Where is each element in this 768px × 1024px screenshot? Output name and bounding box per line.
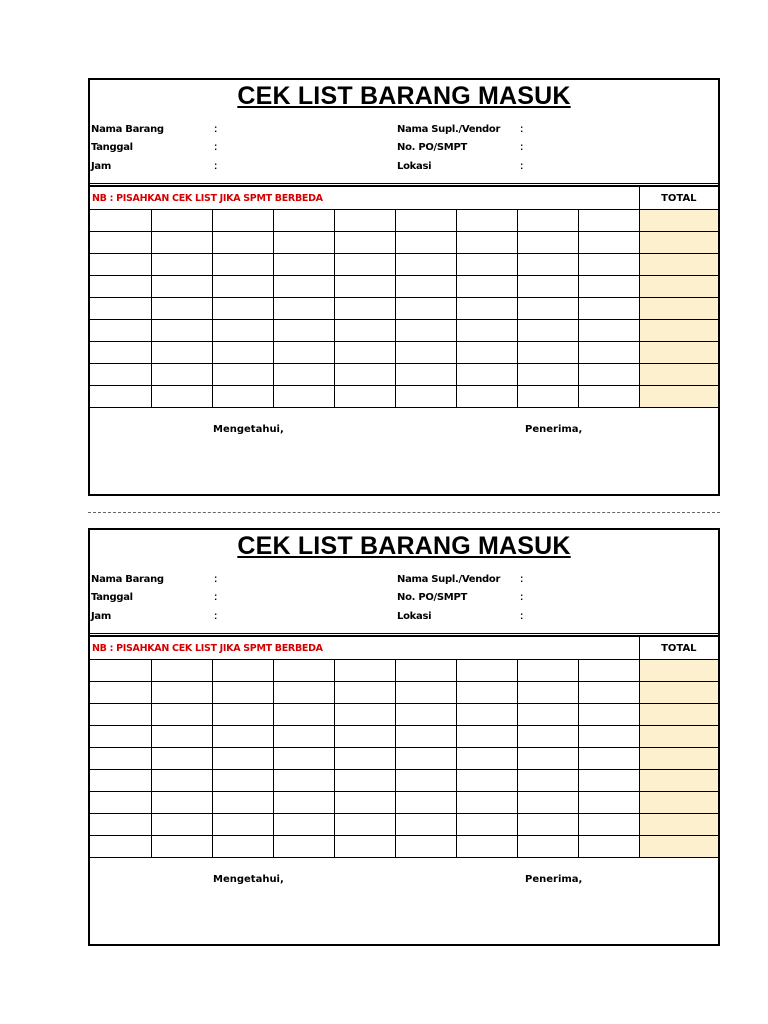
entry-cell[interactable] — [90, 342, 151, 364]
entry-cell[interactable] — [334, 254, 395, 276]
checklist-grid — [90, 186, 718, 408]
field-colon: : — [214, 592, 218, 603]
entry-cell[interactable] — [212, 748, 273, 770]
table-row — [90, 210, 718, 232]
total-cell[interactable] — [639, 320, 718, 342]
entry-cell[interactable] — [212, 704, 273, 726]
entry-cell[interactable] — [212, 342, 273, 364]
entry-cell[interactable] — [90, 792, 151, 814]
entry-cell[interactable] — [517, 792, 578, 814]
entry-cell[interactable] — [517, 770, 578, 792]
table-row — [90, 298, 718, 320]
entry-cell[interactable] — [151, 704, 212, 726]
form-title: CEK LIST BARANG MASUK — [237, 532, 571, 560]
entry-cell[interactable] — [90, 232, 151, 254]
entry-cell[interactable] — [578, 748, 639, 770]
total-cell[interactable] — [639, 792, 718, 814]
entry-cell[interactable] — [90, 254, 151, 276]
entry-cell[interactable] — [578, 320, 639, 342]
entry-cell[interactable] — [334, 386, 395, 408]
table-row — [90, 386, 718, 408]
entry-cell[interactable] — [212, 726, 273, 748]
entry-cell[interactable] — [517, 660, 578, 682]
total-header: TOTAL — [639, 187, 718, 210]
form-title: CEK LIST BARANG MASUK — [237, 82, 571, 110]
field-colon: : — [520, 574, 524, 585]
entry-cell[interactable] — [212, 364, 273, 386]
note-row — [90, 637, 718, 660]
entry-cell[interactable] — [578, 254, 639, 276]
entry-cell[interactable] — [517, 298, 578, 320]
entry-cell[interactable] — [517, 232, 578, 254]
checklist-form-2 — [88, 528, 720, 946]
entry-cell[interactable] — [334, 210, 395, 232]
field-label-left: Nama Barang — [91, 574, 164, 585]
entry-cell[interactable] — [578, 210, 639, 232]
sign-label-mengetahui: Mengetahui, — [213, 874, 284, 885]
entry-cell[interactable] — [578, 726, 639, 748]
field-colon: : — [520, 124, 524, 135]
table-row — [90, 792, 718, 814]
table-row — [90, 682, 718, 704]
entry-cell[interactable] — [517, 682, 578, 704]
entry-cell[interactable] — [517, 254, 578, 276]
entry-cell[interactable] — [273, 342, 334, 364]
field-label-left: Jam — [91, 161, 111, 172]
entry-cell[interactable] — [273, 836, 334, 858]
entry-cell[interactable] — [273, 364, 334, 386]
table-row — [90, 364, 718, 386]
total-cell[interactable] — [639, 386, 718, 408]
entry-cell[interactable] — [517, 726, 578, 748]
table-row — [90, 770, 718, 792]
entry-cell[interactable] — [212, 210, 273, 232]
entry-cell[interactable] — [273, 814, 334, 836]
entry-cell[interactable] — [456, 254, 517, 276]
entry-cell[interactable] — [578, 276, 639, 298]
entry-cell[interactable] — [273, 792, 334, 814]
entry-cell[interactable] — [151, 276, 212, 298]
field-colon: : — [520, 142, 524, 153]
entry-cell[interactable] — [578, 232, 639, 254]
entry-cell[interactable] — [395, 748, 456, 770]
entry-cell[interactable] — [151, 298, 212, 320]
total-cell[interactable] — [639, 836, 718, 858]
entry-cell[interactable] — [212, 320, 273, 342]
entry-cell[interactable] — [334, 682, 395, 704]
entry-cell[interactable] — [578, 792, 639, 814]
entry-cell[interactable] — [395, 682, 456, 704]
total-header: TOTAL — [639, 637, 718, 660]
entry-cell[interactable] — [456, 682, 517, 704]
entry-cell[interactable] — [90, 364, 151, 386]
table-row — [90, 660, 718, 682]
total-cell[interactable] — [639, 814, 718, 836]
entry-cell[interactable] — [151, 770, 212, 792]
entry-cell[interactable] — [334, 342, 395, 364]
entry-cell[interactable] — [212, 682, 273, 704]
entry-cell[interactable] — [90, 726, 151, 748]
table-row — [90, 748, 718, 770]
note-text: NB : PISAHKAN CEK LIST JIKA SPMT BERBEDA — [90, 637, 639, 660]
total-cell[interactable] — [639, 298, 718, 320]
entry-cell[interactable] — [395, 814, 456, 836]
entry-cell[interactable] — [395, 232, 456, 254]
entry-cell[interactable] — [212, 276, 273, 298]
entry-cell[interactable] — [578, 836, 639, 858]
entry-cell[interactable] — [395, 298, 456, 320]
checklist-form-1 — [88, 78, 720, 496]
entry-cell[interactable] — [456, 704, 517, 726]
total-cell[interactable] — [639, 748, 718, 770]
entry-cell[interactable] — [334, 232, 395, 254]
entry-cell[interactable] — [395, 320, 456, 342]
entry-cell[interactable] — [517, 210, 578, 232]
entry-cell[interactable] — [395, 276, 456, 298]
entry-cell[interactable] — [212, 298, 273, 320]
entry-cell[interactable] — [151, 254, 212, 276]
total-cell[interactable] — [639, 210, 718, 232]
total-cell[interactable] — [639, 232, 718, 254]
field-label-right: Nama Supl./Vendor — [397, 574, 501, 585]
entry-cell[interactable] — [273, 210, 334, 232]
entry-cell[interactable] — [395, 254, 456, 276]
entry-cell[interactable] — [90, 386, 151, 408]
table-row — [90, 320, 718, 342]
entry-cell[interactable] — [395, 364, 456, 386]
field-label-right: No. PO/SMPT — [397, 592, 468, 603]
table-row — [90, 814, 718, 836]
field-colon: : — [214, 142, 218, 153]
entry-cell[interactable] — [578, 660, 639, 682]
field-label-right: No. PO/SMPT — [397, 142, 468, 153]
entry-cell[interactable] — [456, 726, 517, 748]
field-label-right: Lokasi — [397, 161, 432, 172]
entry-cell[interactable] — [456, 232, 517, 254]
entry-cell[interactable] — [334, 298, 395, 320]
entry-cell[interactable] — [151, 814, 212, 836]
entry-cell[interactable] — [395, 342, 456, 364]
sign-label-mengetahui: Mengetahui, — [213, 424, 284, 435]
entry-cell[interactable] — [334, 770, 395, 792]
entry-cell[interactable] — [334, 320, 395, 342]
entry-cell[interactable] — [578, 682, 639, 704]
total-cell[interactable] — [639, 770, 718, 792]
entry-cell[interactable] — [517, 342, 578, 364]
entry-cell[interactable] — [151, 726, 212, 748]
entry-cell[interactable] — [456, 386, 517, 408]
entry-cell[interactable] — [273, 704, 334, 726]
entry-cell[interactable] — [334, 814, 395, 836]
entry-cell[interactable] — [90, 770, 151, 792]
entry-cell[interactable] — [212, 660, 273, 682]
field-colon: : — [214, 611, 218, 622]
entry-cell[interactable] — [212, 836, 273, 858]
entry-cell[interactable] — [151, 320, 212, 342]
entry-cell[interactable] — [273, 660, 334, 682]
entry-cell[interactable] — [90, 320, 151, 342]
field-colon: : — [520, 161, 524, 172]
entry-cell[interactable] — [273, 320, 334, 342]
entry-cell[interactable] — [334, 704, 395, 726]
field-label-left: Tanggal — [91, 592, 133, 603]
entry-cell[interactable] — [395, 770, 456, 792]
entry-cell[interactable] — [90, 298, 151, 320]
entry-cell[interactable] — [334, 748, 395, 770]
entry-cell[interactable] — [456, 342, 517, 364]
entry-cell[interactable] — [517, 276, 578, 298]
entry-cell[interactable] — [212, 770, 273, 792]
entry-cell[interactable] — [395, 386, 456, 408]
note-text: NB : PISAHKAN CEK LIST JIKA SPMT BERBEDA — [90, 187, 639, 210]
entry-cell[interactable] — [456, 276, 517, 298]
total-cell[interactable] — [639, 276, 718, 298]
entry-cell[interactable] — [273, 726, 334, 748]
total-cell[interactable] — [639, 704, 718, 726]
entry-cell[interactable] — [273, 386, 334, 408]
field-label-left: Jam — [91, 611, 111, 622]
entry-cell[interactable] — [517, 704, 578, 726]
entry-cell[interactable] — [151, 748, 212, 770]
entry-cell[interactable] — [578, 364, 639, 386]
entry-cell[interactable] — [334, 792, 395, 814]
note-row — [90, 187, 718, 210]
field-colon: : — [214, 574, 218, 585]
entry-cell[interactable] — [395, 210, 456, 232]
entry-cell[interactable] — [273, 276, 334, 298]
table-row — [90, 342, 718, 364]
entry-cell[interactable] — [90, 814, 151, 836]
entry-cell[interactable] — [334, 836, 395, 858]
entry-cell[interactable] — [517, 814, 578, 836]
total-cell[interactable] — [639, 726, 718, 748]
entry-cell[interactable] — [517, 364, 578, 386]
entry-cell[interactable] — [395, 660, 456, 682]
total-cell[interactable] — [639, 364, 718, 386]
table-row — [90, 836, 718, 858]
table-row — [90, 726, 718, 748]
entry-cell[interactable] — [395, 704, 456, 726]
entry-cell[interactable] — [151, 364, 212, 386]
entry-cell[interactable] — [334, 726, 395, 748]
entry-cell[interactable] — [212, 386, 273, 408]
entry-cell[interactable] — [151, 386, 212, 408]
entry-cell[interactable] — [90, 210, 151, 232]
entry-cell[interactable] — [517, 320, 578, 342]
entry-cell[interactable] — [151, 792, 212, 814]
entry-cell[interactable] — [273, 298, 334, 320]
entry-cell[interactable] — [212, 232, 273, 254]
entry-cell[interactable] — [456, 748, 517, 770]
entry-cell[interactable] — [456, 814, 517, 836]
cut-line-separator — [88, 512, 720, 513]
entry-cell[interactable] — [456, 836, 517, 858]
entry-cell[interactable] — [151, 682, 212, 704]
sign-label-penerima: Penerima, — [525, 874, 583, 885]
entry-cell[interactable] — [456, 770, 517, 792]
entry-cell[interactable] — [151, 660, 212, 682]
entry-cell[interactable] — [578, 814, 639, 836]
entry-cell[interactable] — [273, 770, 334, 792]
field-colon: : — [520, 611, 524, 622]
entry-cell[interactable] — [90, 748, 151, 770]
table-row — [90, 276, 718, 298]
total-cell[interactable] — [639, 342, 718, 364]
entry-cell[interactable] — [395, 836, 456, 858]
entry-cell[interactable] — [334, 276, 395, 298]
entry-cell[interactable] — [273, 682, 334, 704]
entry-cell[interactable] — [151, 342, 212, 364]
entry-cell[interactable] — [456, 364, 517, 386]
field-label-right: Lokasi — [397, 611, 432, 622]
entry-cell[interactable] — [212, 792, 273, 814]
table-row — [90, 232, 718, 254]
table-row — [90, 704, 718, 726]
entry-cell[interactable] — [395, 792, 456, 814]
entry-cell[interactable] — [456, 210, 517, 232]
field-colon: : — [214, 161, 218, 172]
entry-cell[interactable] — [517, 836, 578, 858]
entry-cell[interactable] — [212, 254, 273, 276]
table-row — [90, 254, 718, 276]
field-label-left: Tanggal — [91, 142, 133, 153]
field-colon: : — [214, 124, 218, 135]
entry-cell[interactable] — [578, 342, 639, 364]
entry-cell[interactable] — [151, 232, 212, 254]
field-colon: : — [520, 592, 524, 603]
entry-cell[interactable] — [456, 660, 517, 682]
checklist-grid — [90, 636, 718, 858]
entry-cell[interactable] — [517, 386, 578, 408]
entry-cell[interactable] — [334, 660, 395, 682]
total-cell[interactable] — [639, 254, 718, 276]
field-label-right: Nama Supl./Vendor — [397, 124, 501, 135]
entry-cell[interactable] — [395, 726, 456, 748]
entry-cell[interactable] — [456, 792, 517, 814]
entry-cell[interactable] — [456, 298, 517, 320]
field-label-left: Nama Barang — [91, 124, 164, 135]
entry-cell[interactable] — [273, 254, 334, 276]
entry-cell[interactable] — [90, 682, 151, 704]
entry-cell[interactable] — [517, 748, 578, 770]
entry-cell[interactable] — [578, 298, 639, 320]
entry-cell[interactable] — [90, 704, 151, 726]
entry-cell[interactable] — [90, 836, 151, 858]
sign-label-penerima: Penerima, — [525, 424, 583, 435]
entry-cell[interactable] — [456, 320, 517, 342]
entry-cell[interactable] — [151, 210, 212, 232]
entry-cell[interactable] — [578, 704, 639, 726]
entry-cell[interactable] — [90, 276, 151, 298]
total-cell[interactable] — [639, 682, 718, 704]
entry-cell[interactable] — [273, 748, 334, 770]
entry-cell[interactable] — [273, 232, 334, 254]
entry-cell[interactable] — [334, 364, 395, 386]
total-cell[interactable] — [639, 660, 718, 682]
entry-cell[interactable] — [578, 770, 639, 792]
entry-cell[interactable] — [151, 836, 212, 858]
entry-cell[interactable] — [578, 386, 639, 408]
entry-cell[interactable] — [90, 660, 151, 682]
entry-cell[interactable] — [212, 814, 273, 836]
